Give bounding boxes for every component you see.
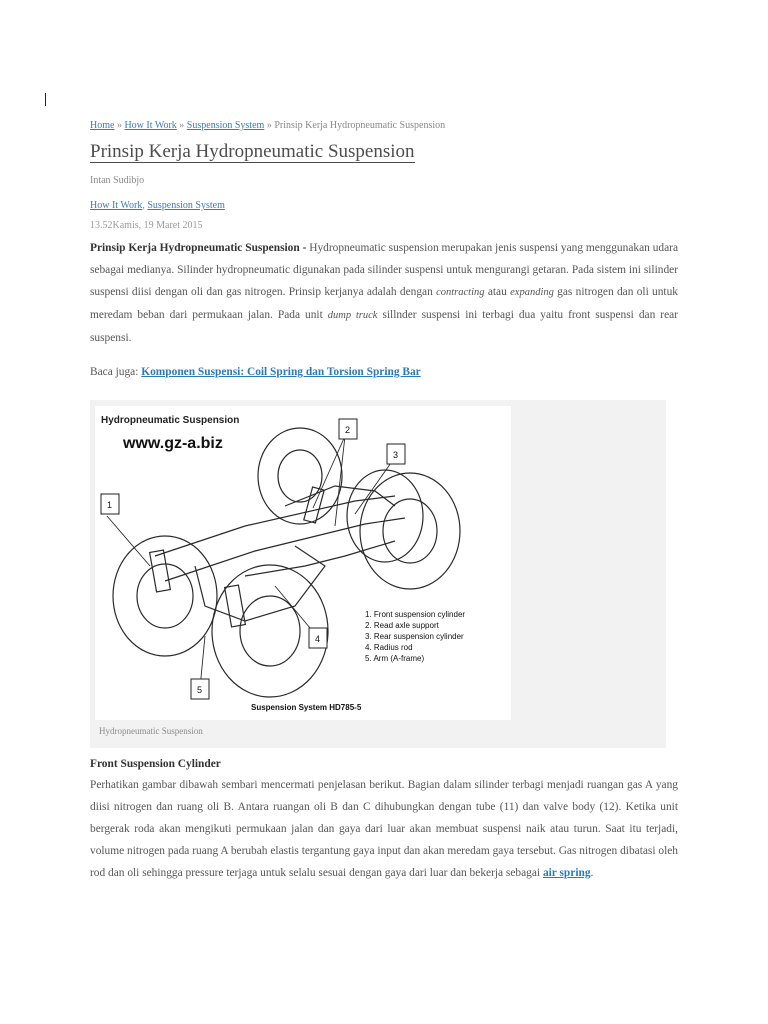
section-paragraph (90, 774, 678, 884)
post-date: 13.52Kamis, 19 Maret 2015 (90, 220, 203, 231)
post-author: Intan Sudibjo (90, 175, 145, 186)
diagram-background (95, 406, 511, 720)
breadcrumb-separator: » (266, 120, 272, 131)
callout-5: 5 (197, 685, 203, 695)
section-end: . (590, 867, 594, 879)
breadcrumb-separator: » (116, 120, 122, 131)
callout-1: 1 (107, 500, 113, 510)
read-also (90, 361, 678, 383)
breadcrumb (90, 118, 678, 134)
legend-item-3: 3. Rear suspension cylinder (365, 632, 464, 641)
intro-text-2: atau (484, 286, 511, 298)
text-cursor (45, 93, 46, 106)
breadcrumb-separator: » (179, 120, 185, 131)
breadcrumb-home-link[interactable]: Home (90, 120, 115, 131)
read-also-link[interactable]: Komponen Suspensi: Coil Spring dan Torsion Spring Bar (141, 366, 421, 378)
intro-paragraph (90, 237, 678, 349)
diagram-footer: Suspension System HD785-5 (251, 703, 362, 712)
legend-item-5: 5. Arm (A-frame) (365, 654, 425, 663)
intro-italic-dump-truck: dump truck (327, 310, 378, 321)
diagram-heading: Hydropneumatic Suspension (101, 415, 240, 426)
post-content (90, 118, 678, 895)
breadcrumb-suspension-system-link[interactable]: Suspension System (186, 120, 265, 131)
breadcrumb-how-it-work-link[interactable]: How It Work (124, 120, 177, 131)
callout-3: 3 (393, 450, 399, 460)
section-heading: Front Suspension Cylinder (90, 758, 221, 770)
suspension-diagram (95, 406, 511, 720)
legend-item-1: 1. Front suspension cylinder (365, 610, 466, 619)
callout-2: 2 (345, 425, 351, 435)
intro-italic-expanding: expanding (510, 287, 554, 298)
category-suspension-system-link[interactable]: Suspension System (147, 200, 225, 211)
air-spring-link[interactable]: air spring (542, 867, 591, 879)
section-body: Perhatikan gambar dibawah sembari mencermati penjelasan berikut. Bagian dalam silinder terbagi menjadi ruangan gas A yang diisi nitrogen dan ruang oli B. Antara ruangan oli B dan C dihubungkan dengan tube (11) dan valve body (12). Ketika unit bergerak roda akan mengikuti permukaan jalan dan gaya dari luar akan membuat suspensi naik atau turun. Saat itu terjadi, volume nitrogen pada ruang A berubah elastis tergantung gaya input dan akan meredam gaya tersebut. Gas nitrogen dibatasi oleh rod dan oli sehingga pressure terjaga untuk selalu sesuai dengan gaya dari luar dan bekerja sebagai (90, 779, 678, 879)
intro-text-4: sillnder suspensi ini terbagi dua yaitu front suspensi dan rear suspensi. (90, 309, 678, 344)
intro-lead: Prinsip Kerja Hydropneumatic Suspension - (90, 242, 310, 254)
intro-italic-contracting: contracting (436, 287, 485, 298)
suspension-figure (90, 400, 666, 748)
intro-text-1: Hydropneumatic suspension merupakan jenis suspensi yang menggunakan udara sebagai medianya. Silinder hydropneumatic digunakan pada silinder suspensi untuk mengurangi getaran. Pada sistem ini silinder suspensi diisi dengan oli dan gas nitrogen. Prinsip kerjanya adalah dengan (90, 242, 678, 298)
legend-item-2: 2. Read axle support (365, 621, 439, 630)
page-title (90, 140, 678, 164)
page-title-text: Prinsip Kerja Hydropneumatic Suspension (90, 141, 415, 162)
intro-text-3: gas nitrogen dan oli untuk meredam beban dari permukaan jalan. Pada unit (90, 286, 678, 321)
category-how-it-work-link[interactable]: How It Work (90, 200, 143, 211)
diagram-site: www.gz-a.biz (123, 435, 223, 452)
callout-4: 4 (315, 634, 321, 644)
post-categories: How It Work, Suspension System (90, 200, 225, 211)
legend-item-4: 4. Radius rod (365, 643, 413, 652)
read-also-label: Baca juga: (90, 366, 142, 378)
figure-caption: Hydropneumatic Suspension (99, 726, 203, 736)
breadcrumb-current: Prinsip Kerja Hydropneumatic Suspension (274, 120, 446, 131)
